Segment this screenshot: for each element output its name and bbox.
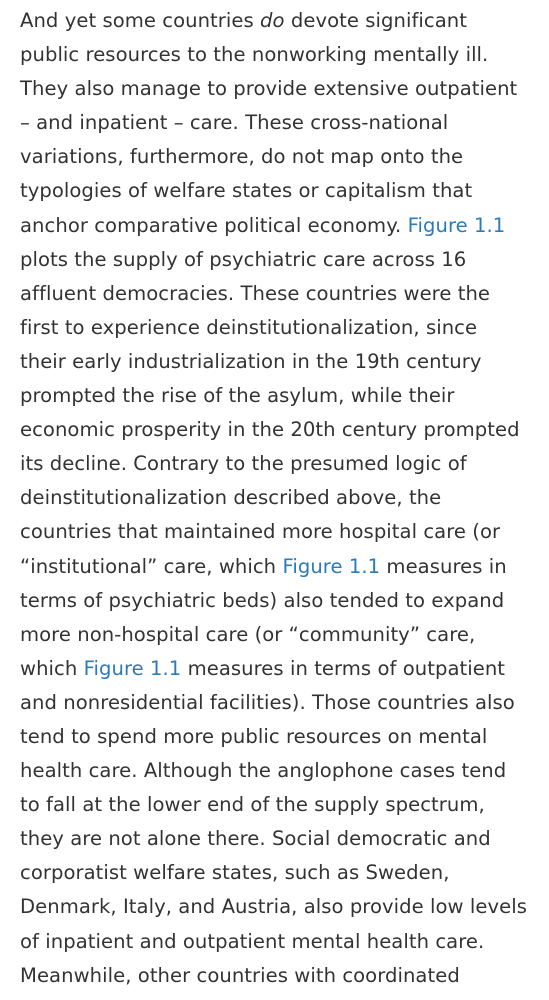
text-line: to fall at the lower end of the supply spectrum, <box>20 793 485 817</box>
text-line <box>20 4 545 38</box>
text-line: corporatist welfare states, such as Sweden, <box>20 861 450 885</box>
text-line: prompted the rise of the asylum, while their <box>20 384 455 408</box>
text-line: deinstitutionalization described above, the <box>20 486 442 510</box>
text-line: economic prosperity in the 20th century prompted <box>20 418 520 442</box>
text-line: tend to spend more public resources on mental <box>20 724 488 748</box>
text-segment: measures in <box>380 554 507 578</box>
text-line: public resources to the nonworking mentally ill. <box>20 43 489 67</box>
text-line: variations, furthermore, do not map onto the <box>20 145 464 169</box>
text-line: their early industrialization in the 19th century <box>20 349 482 373</box>
text-line: first to experience deinstitutionalization, since <box>20 315 478 339</box>
figure-1-1-link[interactable]: Figure 1.1 <box>83 656 182 680</box>
text-segment: “institutional” care, which <box>20 554 283 578</box>
body-paragraph <box>20 4 545 993</box>
text-line: – and inpatient – care. These cross-national <box>20 111 449 135</box>
figure-1-1-link[interactable]: Figure 1.1 <box>407 213 506 237</box>
text-line <box>20 652 545 686</box>
text-line: They also manage to provide extensive outpatient <box>20 77 518 101</box>
figure-1-1-link[interactable]: Figure 1.1 <box>282 554 381 578</box>
text-line: more non-hospital care (or “community” care, <box>20 622 476 646</box>
text-segment: measures in terms of outpatient <box>181 656 506 680</box>
text-line: they are not alone there. Social democratic and <box>20 827 491 851</box>
text-line: its decline. Contrary to the presumed logic of <box>20 452 467 476</box>
text-line: health care. Although the anglophone cases tend <box>20 759 507 783</box>
text-line: affluent democracies. These countries were the <box>20 281 491 305</box>
text-line: countries that maintained more hospital care (or <box>20 520 501 544</box>
text-line: of inpatient and outpatient mental health care. <box>20 929 485 953</box>
text-segment: devote significant <box>284 9 467 32</box>
text-segment: And yet some countries <box>20 9 261 32</box>
text-line <box>20 209 545 243</box>
text-line: Denmark, Italy, and Austria, also provide low levels <box>20 895 528 919</box>
text-line <box>20 550 545 584</box>
emphasis-text: do <box>260 9 285 32</box>
text-line: terms of psychiatric beds) also tended to expand <box>20 588 505 612</box>
text-line: and nonresidential facilities). Those countries also <box>20 690 515 714</box>
text-line: plots the supply of psychiatric care across 16 <box>20 247 467 271</box>
text-line: typologies of welfare states or capitalism that <box>20 179 473 203</box>
text-line: Meanwhile, other countries with coordinated <box>20 963 460 987</box>
text-segment: which <box>20 656 84 680</box>
text-segment: anchor comparative political economy. <box>20 213 408 237</box>
